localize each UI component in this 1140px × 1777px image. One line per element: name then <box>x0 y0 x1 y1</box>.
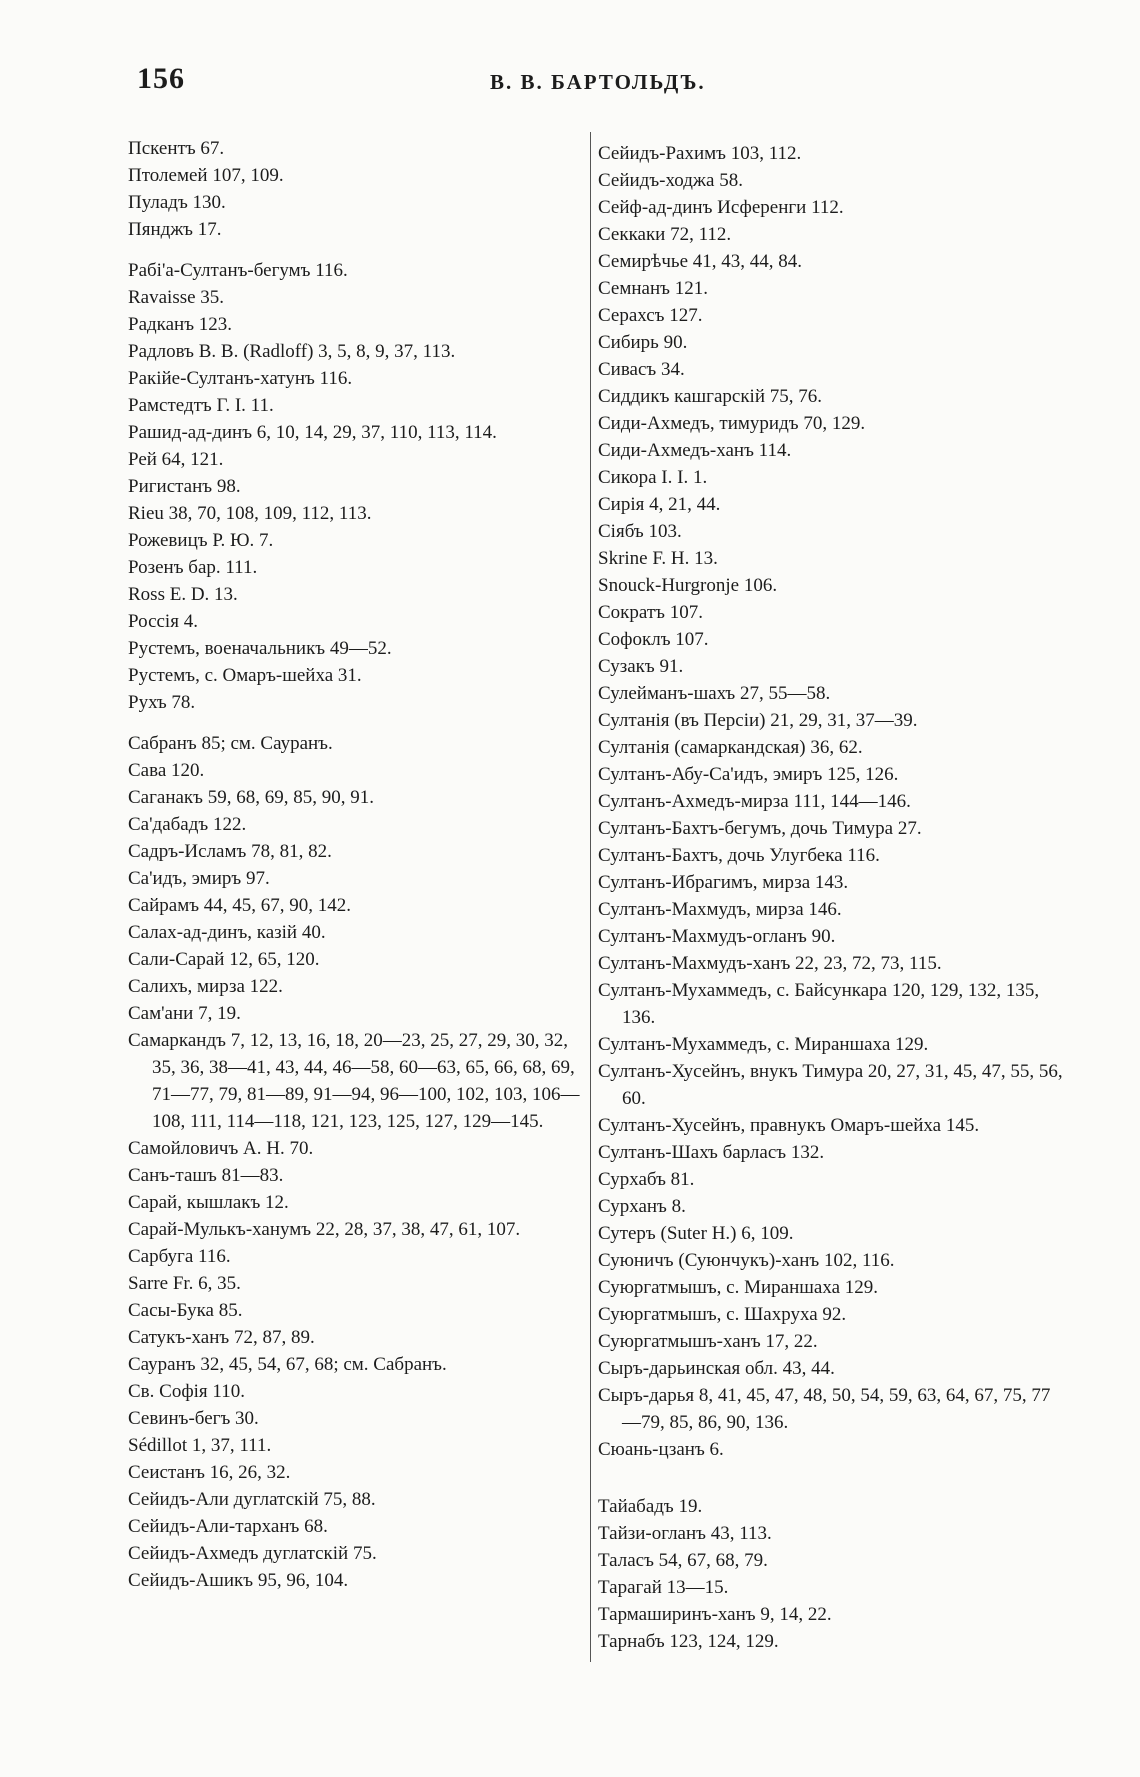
index-entry: Рашид-ад-динъ 6, 10, 14, 29, 37, 110, 113, 114. <box>128 422 497 443</box>
index-entry: Суюничъ (Суюнчукъ)-ханъ 102, 116. <box>598 1250 895 1271</box>
index-entry: Россія 4. <box>128 611 198 632</box>
index-entry: Сарбуга 116. <box>128 1246 231 1267</box>
index-entry: Султанъ-Шахъ барласъ 132. <box>598 1142 825 1163</box>
index-entry: Самаркандъ 7, 12, 13, 16, 18, 20—23, 25, 27, 29, 30, 32, 35, 36, 38—41, 43, 44, 46—58, 60—63, 65, 66, 68, 69, 71—77, 79, 81—89, 91—94, 96—100, 102, 103, 106—108, 111, 114—118, 121, 123, 125, 127, 129—145. <box>128 1030 580 1132</box>
running-title: В. В. БАРТОЛЬДЪ. <box>490 70 706 94</box>
index-entry: Сарай-Мулькъ-ханумъ 22, 28, 37, 38, 47, 61, 107. <box>128 1219 521 1240</box>
index-entry: Рей 64, 121. <box>128 449 224 470</box>
index-column-right <box>598 140 1068 1655</box>
index-entry: Софоклъ 107. <box>598 629 709 650</box>
index-entry: Сейидъ-Ахмедъ дуглатскій 75. <box>128 1543 377 1564</box>
index-entry: Суюргатмышъ-ханъ 17, 22. <box>598 1331 818 1352</box>
index-entry: Рожевицъ Р. Ю. 7. <box>128 530 274 551</box>
column-divider <box>590 132 591 1662</box>
index-entry: Сайрамъ 44, 45, 67, 90, 142. <box>128 895 352 916</box>
index-entry: Султанъ-Хусейнъ, правнукъ Омаръ-шейха 145. <box>598 1115 980 1136</box>
index-entry: Султанъ-Ахмедъ-мирза 111, 144—146. <box>598 791 911 812</box>
index-entry: Семирѣчье 41, 43, 44, 84. <box>598 251 802 272</box>
index-entry: Султанія (въ Персіи) 21, 29, 31, 37—39. <box>598 710 918 731</box>
index-entry: Сюань-цзанъ 6. <box>598 1439 724 1460</box>
index-entry: Сіябъ 103. <box>598 521 682 542</box>
index-entry: Сиди-Ахмедъ-ханъ 114. <box>598 440 792 461</box>
index-entry: Секкаки 72, 112. <box>598 224 732 245</box>
index-entry: Рустемъ, с. Омаръ-шейха 31. <box>128 665 362 686</box>
index-entry: Самойловичъ А. Н. 70. <box>128 1138 314 1159</box>
index-entry: Сабранъ 85; см. Сауранъ. <box>128 733 333 754</box>
index-group-gap <box>598 1463 1068 1493</box>
index-entry: Сиддикъ кашгарскій 75, 76. <box>598 386 822 407</box>
index-entry: Тармаширинъ-ханъ 9, 14, 22. <box>598 1604 832 1625</box>
index-entry: Рустемъ, военачальникъ 49—52. <box>128 638 392 659</box>
index-entry: Са'идъ, эмиръ 97. <box>128 868 270 889</box>
index-entry: Рамстедтъ Г. І. 11. <box>128 395 274 416</box>
index-entry: Сейидъ-Рахимъ 103, 112. <box>598 143 802 164</box>
index-entry: Sarre Fr. 6, 35. <box>128 1273 241 1294</box>
index-entry: Сейидъ-ходжа 58. <box>598 170 743 191</box>
index-entry: Ракійе-Султанъ-хатунъ 116. <box>128 368 353 389</box>
index-entry: Рабі'а-Султанъ-бегумъ 116. <box>128 260 348 281</box>
index-entry: Севинъ-бегъ 30. <box>128 1408 259 1429</box>
index-entry: Ригистанъ 98. <box>128 476 241 497</box>
index-entry: Сеистанъ 16, 26, 32. <box>128 1462 291 1483</box>
index-entry: Рухъ 78. <box>128 692 196 713</box>
index-entry: Радловъ В. В. (Radloff) 3, 5, 8, 9, 37, 113. <box>128 341 456 362</box>
index-entry: Rieu 38, 70, 108, 109, 112, 113. <box>128 503 372 524</box>
page-header <box>0 62 1140 102</box>
index-entry: Султанія (самаркандская) 36, 62. <box>598 737 863 758</box>
index-entry: Сиди-Ахмедъ, тимуридъ 70, 129. <box>598 413 866 434</box>
index-group-gap <box>128 716 588 730</box>
index-entry: Пуладъ 130. <box>128 192 226 213</box>
index-entry: Сава 120. <box>128 760 205 781</box>
index-entry: Султанъ-Мухаммедъ, с. Мираншаха 129. <box>598 1034 929 1055</box>
index-entry: Ross E. D. 13. <box>128 584 238 605</box>
index-entry: Султанъ-Абу-Са'идъ, эмиръ 125, 126. <box>598 764 899 785</box>
index-entry: Сузакъ 91. <box>598 656 684 677</box>
index-entry: Тарагай 13—15. <box>598 1577 729 1598</box>
index-entry: Тайзи-огланъ 43, 113. <box>598 1523 772 1544</box>
page-number: 156 <box>137 62 185 95</box>
index-entry: Сауранъ 32, 45, 54, 67, 68; см. Сабранъ. <box>128 1354 447 1375</box>
index-entry: Сурхабъ 81. <box>598 1169 695 1190</box>
index-entry: Султанъ-Мухаммедъ, с. Байсункара 120, 129, 132, 135, 136. <box>598 980 1040 1028</box>
index-entry: Султанъ-Махмудъ, мирза 146. <box>598 899 842 920</box>
index-entry: Санъ-ташъ 81—83. <box>128 1165 284 1186</box>
index-entry: Сурханъ 8. <box>598 1196 686 1217</box>
index-group-gap <box>128 243 588 257</box>
index-entry: Сыръ-дарья 8, 41, 45, 47, 48, 50, 54, 59, 63, 64, 67, 75, 77—79, 85, 86, 90, 136. <box>598 1385 1051 1433</box>
index-entry: Сибирь 90. <box>598 332 688 353</box>
index-entry: Розенъ бар. 111. <box>128 557 258 578</box>
index-entry: Св. Софія 110. <box>128 1381 245 1402</box>
index-entry: Султанъ-Махмудъ-ханъ 22, 23, 72, 73, 115. <box>598 953 942 974</box>
index-entry: Салах-ад-динъ, казій 40. <box>128 922 326 943</box>
index-entry: Сикора І. І. 1. <box>598 467 708 488</box>
index-entry: Snouck-Hurgronje 106. <box>598 575 778 596</box>
index-entry: Сасы-Бука 85. <box>128 1300 243 1321</box>
index-entry: Саганакъ 59, 68, 69, 85, 90, 91. <box>128 787 374 808</box>
index-entry: Сивасъ 34. <box>598 359 685 380</box>
index-entry: Сирія 4, 21, 44. <box>598 494 721 515</box>
index-entry: Султанъ-Бахтъ-бегумъ, дочь Тимура 27. <box>598 818 922 839</box>
index-column-left <box>128 135 588 1594</box>
index-entry: Сейидъ-Али дуглатскій 75, 88. <box>128 1489 376 1510</box>
index-entry: Сейидъ-Али-тарханъ 68. <box>128 1516 328 1537</box>
index-entry: Садръ-Исламъ 78, 81, 82. <box>128 841 332 862</box>
index-entry: Сулейманъ-шахъ 27, 55—58. <box>598 683 831 704</box>
index-entry: Салихъ, мирза 122. <box>128 976 283 997</box>
index-entry: Султанъ-Ибрагимъ, мирза 143. <box>598 872 849 893</box>
index-entry: Султанъ-Хусейнъ, внукъ Тимура 20, 27, 31, 45, 47, 55, 56, 60. <box>598 1061 1063 1109</box>
index-entry: Радканъ 123. <box>128 314 233 335</box>
index-entry: Sédillot 1, 37, 111. <box>128 1435 272 1456</box>
index-entry: Тарнабъ 123, 124, 129. <box>598 1631 779 1652</box>
index-entry: Сарай, кышлакъ 12. <box>128 1192 289 1213</box>
index-entry: Серахсъ 127. <box>598 305 703 326</box>
index-entry: Султанъ-Бахтъ, дочь Улугбека 116. <box>598 845 880 866</box>
index-entry: Суюргатмышъ, с. Шахруха 92. <box>598 1304 847 1325</box>
index-entry: Сейидъ-Ашикъ 95, 96, 104. <box>128 1570 349 1591</box>
index-entry: Сам'ани 7, 19. <box>128 1003 241 1024</box>
index-entry: Тайабадъ 19. <box>598 1496 703 1517</box>
index-entry: Са'дабадъ 122. <box>128 814 247 835</box>
index-entry: Сыръ-дарьинская обл. 43, 44. <box>598 1358 835 1379</box>
index-entry: Пянджъ 17. <box>128 219 222 240</box>
index-entry: Сократъ 107. <box>598 602 703 623</box>
index-entry: Сали-Сарай 12, 65, 120. <box>128 949 320 970</box>
index-entry: Султанъ-Махмудъ-огланъ 90. <box>598 926 836 947</box>
index-entry: Сутеръ (Suter H.) 6, 109. <box>598 1223 794 1244</box>
index-entry: Суюргатмышъ, с. Мираншаха 129. <box>598 1277 879 1298</box>
index-entry: Сейф-ад-динъ Исференги 112. <box>598 197 844 218</box>
index-entry: Ravaisse 35. <box>128 287 225 308</box>
index-entry: Сатукъ-ханъ 72, 87, 89. <box>128 1327 315 1348</box>
index-entry: Птолемей 107, 109. <box>128 165 284 186</box>
index-entry: Таласъ 54, 67, 68, 79. <box>598 1550 768 1571</box>
index-entry: Семнанъ 121. <box>598 278 708 299</box>
index-entry: Пскентъ 67. <box>128 138 225 159</box>
index-entry: Skrine F. H. 13. <box>598 548 718 569</box>
